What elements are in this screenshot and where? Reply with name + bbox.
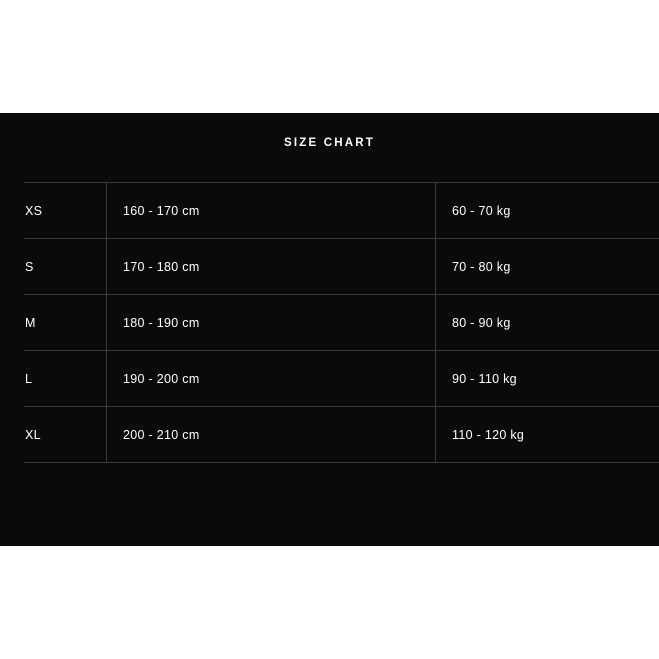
cell-weight: 110 - 120 kg [436,407,659,463]
table-row [24,407,659,463]
size-chart-table [24,182,659,463]
table-row [24,239,659,295]
table-row [24,351,659,407]
cell-height: 160 - 170 cm [107,183,436,239]
guidance-note: The size recommendation is for guidance only. [25,617,292,631]
table-row [24,295,659,351]
cell-size: XS [24,183,107,239]
cell-height: 170 - 180 cm [107,239,436,295]
page-title: SIZE CHART [284,137,375,149]
cell-size: S [24,239,107,295]
cell-height: 180 - 190 cm [107,295,436,351]
cell-weight: 80 - 90 kg [436,295,659,351]
cell-weight: 60 - 70 kg [436,183,659,239]
cell-size: XL [24,407,107,463]
cell-weight: 70 - 80 kg [436,239,659,295]
cell-size: M [24,295,107,351]
cell-height: 200 - 210 cm [107,407,436,463]
table-row [24,183,659,239]
cell-height: 190 - 200 cm [107,351,436,407]
table-body [24,183,659,463]
cell-size: L [24,351,107,407]
cell-weight: 90 - 110 kg [436,351,659,407]
size-chart-panel [0,113,659,631]
